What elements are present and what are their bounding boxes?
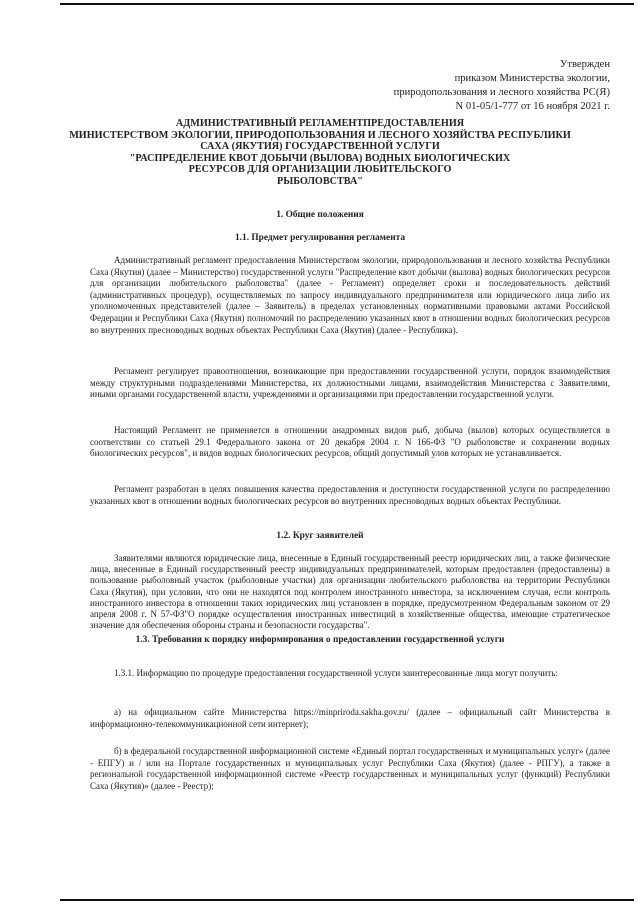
paragraph-info-website: а) на официальном сайте Министерства https://minpriroda.sakha.gov.ru/ (далее – официальный сайт Министерства в информационно-телекоммуникационной сети интернет); <box>90 707 610 729</box>
section-heading-1-2: 1.2. Круг заявителей <box>276 531 364 541</box>
bottom-rule <box>60 899 634 901</box>
paragraph-applicants: Заявителями являются юридические лица, внесенные в Единый государственный реестр юридических лиц, а также физические лица, внесенные в Единый государственный реестр индивидуальных предпринимателей, которым предоставлен (предоставлены) в пользование рыболовный участок (рыболовные участки) для организации любительского рыболовства на территории Республики Саха (Якутия), при условии, что они не находятся под контролем иностранного инвестора, за исключением случая, если контроль иностранного инвестора в отношении таких юридических лиц установлен в порядке, предусмотренном Федеральным законом от 29 апреля 2008 г. N 57-ФЗ"О порядке осуществления иностранных инвестиций в хозяйственные общества, имеющие стратегическое значение для обеспечения обороны страны и безопасности государства". <box>90 553 610 631</box>
approval-block <box>290 58 610 114</box>
approval-line: Утвержден <box>559 59 610 70</box>
paragraph-regulation-subject: Административный регламент предоставления Министерством экологии, природопользования и лесного хозяйства Республики Саха (Якутия) (далее – Министерство) государственной услуги "Распределение квот добычи (вылова) водных биологических ресурсов для организации любительского рыболовства" (далее - Регламент) определяет сроки и последовательность действий (административных процедур), осуществляемых по запросу индивидуального предпринимателя или юридического лица либо их уполномоченных представителей (далее – Заявитель) в пределах установленных нормативными правовыми актами Российской Федерации и Республики Саха (Якутия) полномочий по распределению указанных квот в отношении водных биологических ресурсов во внутренних пресноводных водных объектах Республики Саха (Якутия) (далее - Республика). <box>90 255 610 335</box>
title-line: САХА (ЯКУТИЯ) ГОСУДАРСТВЕННОЙ УСЛУГИ <box>200 141 440 153</box>
section-heading-1-3: 1.3. Требования к порядку информирования о предоставлении государственной услуги <box>135 635 505 645</box>
section-heading-1-1: 1.1. Предмет регулирования регламента <box>234 233 406 243</box>
document-title <box>40 118 600 188</box>
approval-line: приказом Министерства экологии, <box>454 73 610 84</box>
approval-line: природопользования и лесного хозяйства РС(Я) <box>393 87 610 98</box>
section-heading-1: 1. Общие положения <box>276 210 364 220</box>
paragraph-info-intro: 1.3.1. Информацию по процедуре предоставления государственной услуги заинтересованные лица могут получить: <box>114 668 558 678</box>
title-line: РЕСУРСОВ ДЛЯ ОРГАНИЗАЦИИ ЛЮБИТЕЛЬСКОГО <box>188 164 452 176</box>
top-rule <box>60 3 634 5</box>
paragraph-purpose: Регламент разработан в целях повышения качества предоставления и доступности государственной услуги по распределению указанных квот в отношении водных биологических ресурсов во внутренних пресноводных водных объектах Республики. <box>90 484 610 506</box>
paragraph-legal-relations: Регламент регулирует правоотношения, возникающие при предоставлении государственной услуги, порядок взаимодействия между структурными подразделениями Министерства, их должностными лицами, взаимодействия Министерства с Заявителями, иными органами государственной власти, учреждениями и организациями при предоставлении государственной услуги. <box>90 366 610 400</box>
title-line: "РАСПРЕДЕЛЕНИЕ КВОТ ДОБЫЧИ (ВЫЛОВА) ВОДНЫХ БИОЛОГИЧЕСКИХ <box>129 152 511 164</box>
title-line: МИНИСТЕРСТВОМ ЭКОЛОГИИ, ПРИРОДОПОЛЬЗОВАНИЯ И ЛЕСНОГО ХОЗЯЙСТВА РЕСПУБЛИКИ <box>69 129 571 141</box>
paragraph-info-portal: б) в федеральной государственной информационной системе «Единый портал государственных и муниципальных услуг» (далее - ЕПГУ) и / или на Портале государственных и муниципальных услуг Республики Саха (Якутия) (далее - РПГУ), а также в региональной государственной информационной системе «Реестр государственных и муниципальных услуг (функций) Республики Саха (Якутия)» (далее - Реестр); <box>90 746 610 791</box>
approval-line: N 01-05/1-777 от 16 ноября 2021 г. <box>455 101 610 112</box>
title-line: АДМИНИСТРАТИВНЫЙ РЕГЛАМЕНТПРЕДОСТАВЛЕНИЯ <box>175 118 465 129</box>
paragraph-exclusions: Настоящий Регламент не применяется в отношении анадромных видов рыб, добыча (вылов) которых осуществляется в соответствии со статьей 29.1 Федерального закона от 20 декабря 2004 г. N 166-ФЗ "О рыболовстве и сохранении водных биологических ресурсов", и видов водных биологических ресурсов, общий допустимый улов которых не устанавливается. <box>90 425 610 459</box>
title-line: РЫБОЛОВСТВА" <box>277 175 363 187</box>
